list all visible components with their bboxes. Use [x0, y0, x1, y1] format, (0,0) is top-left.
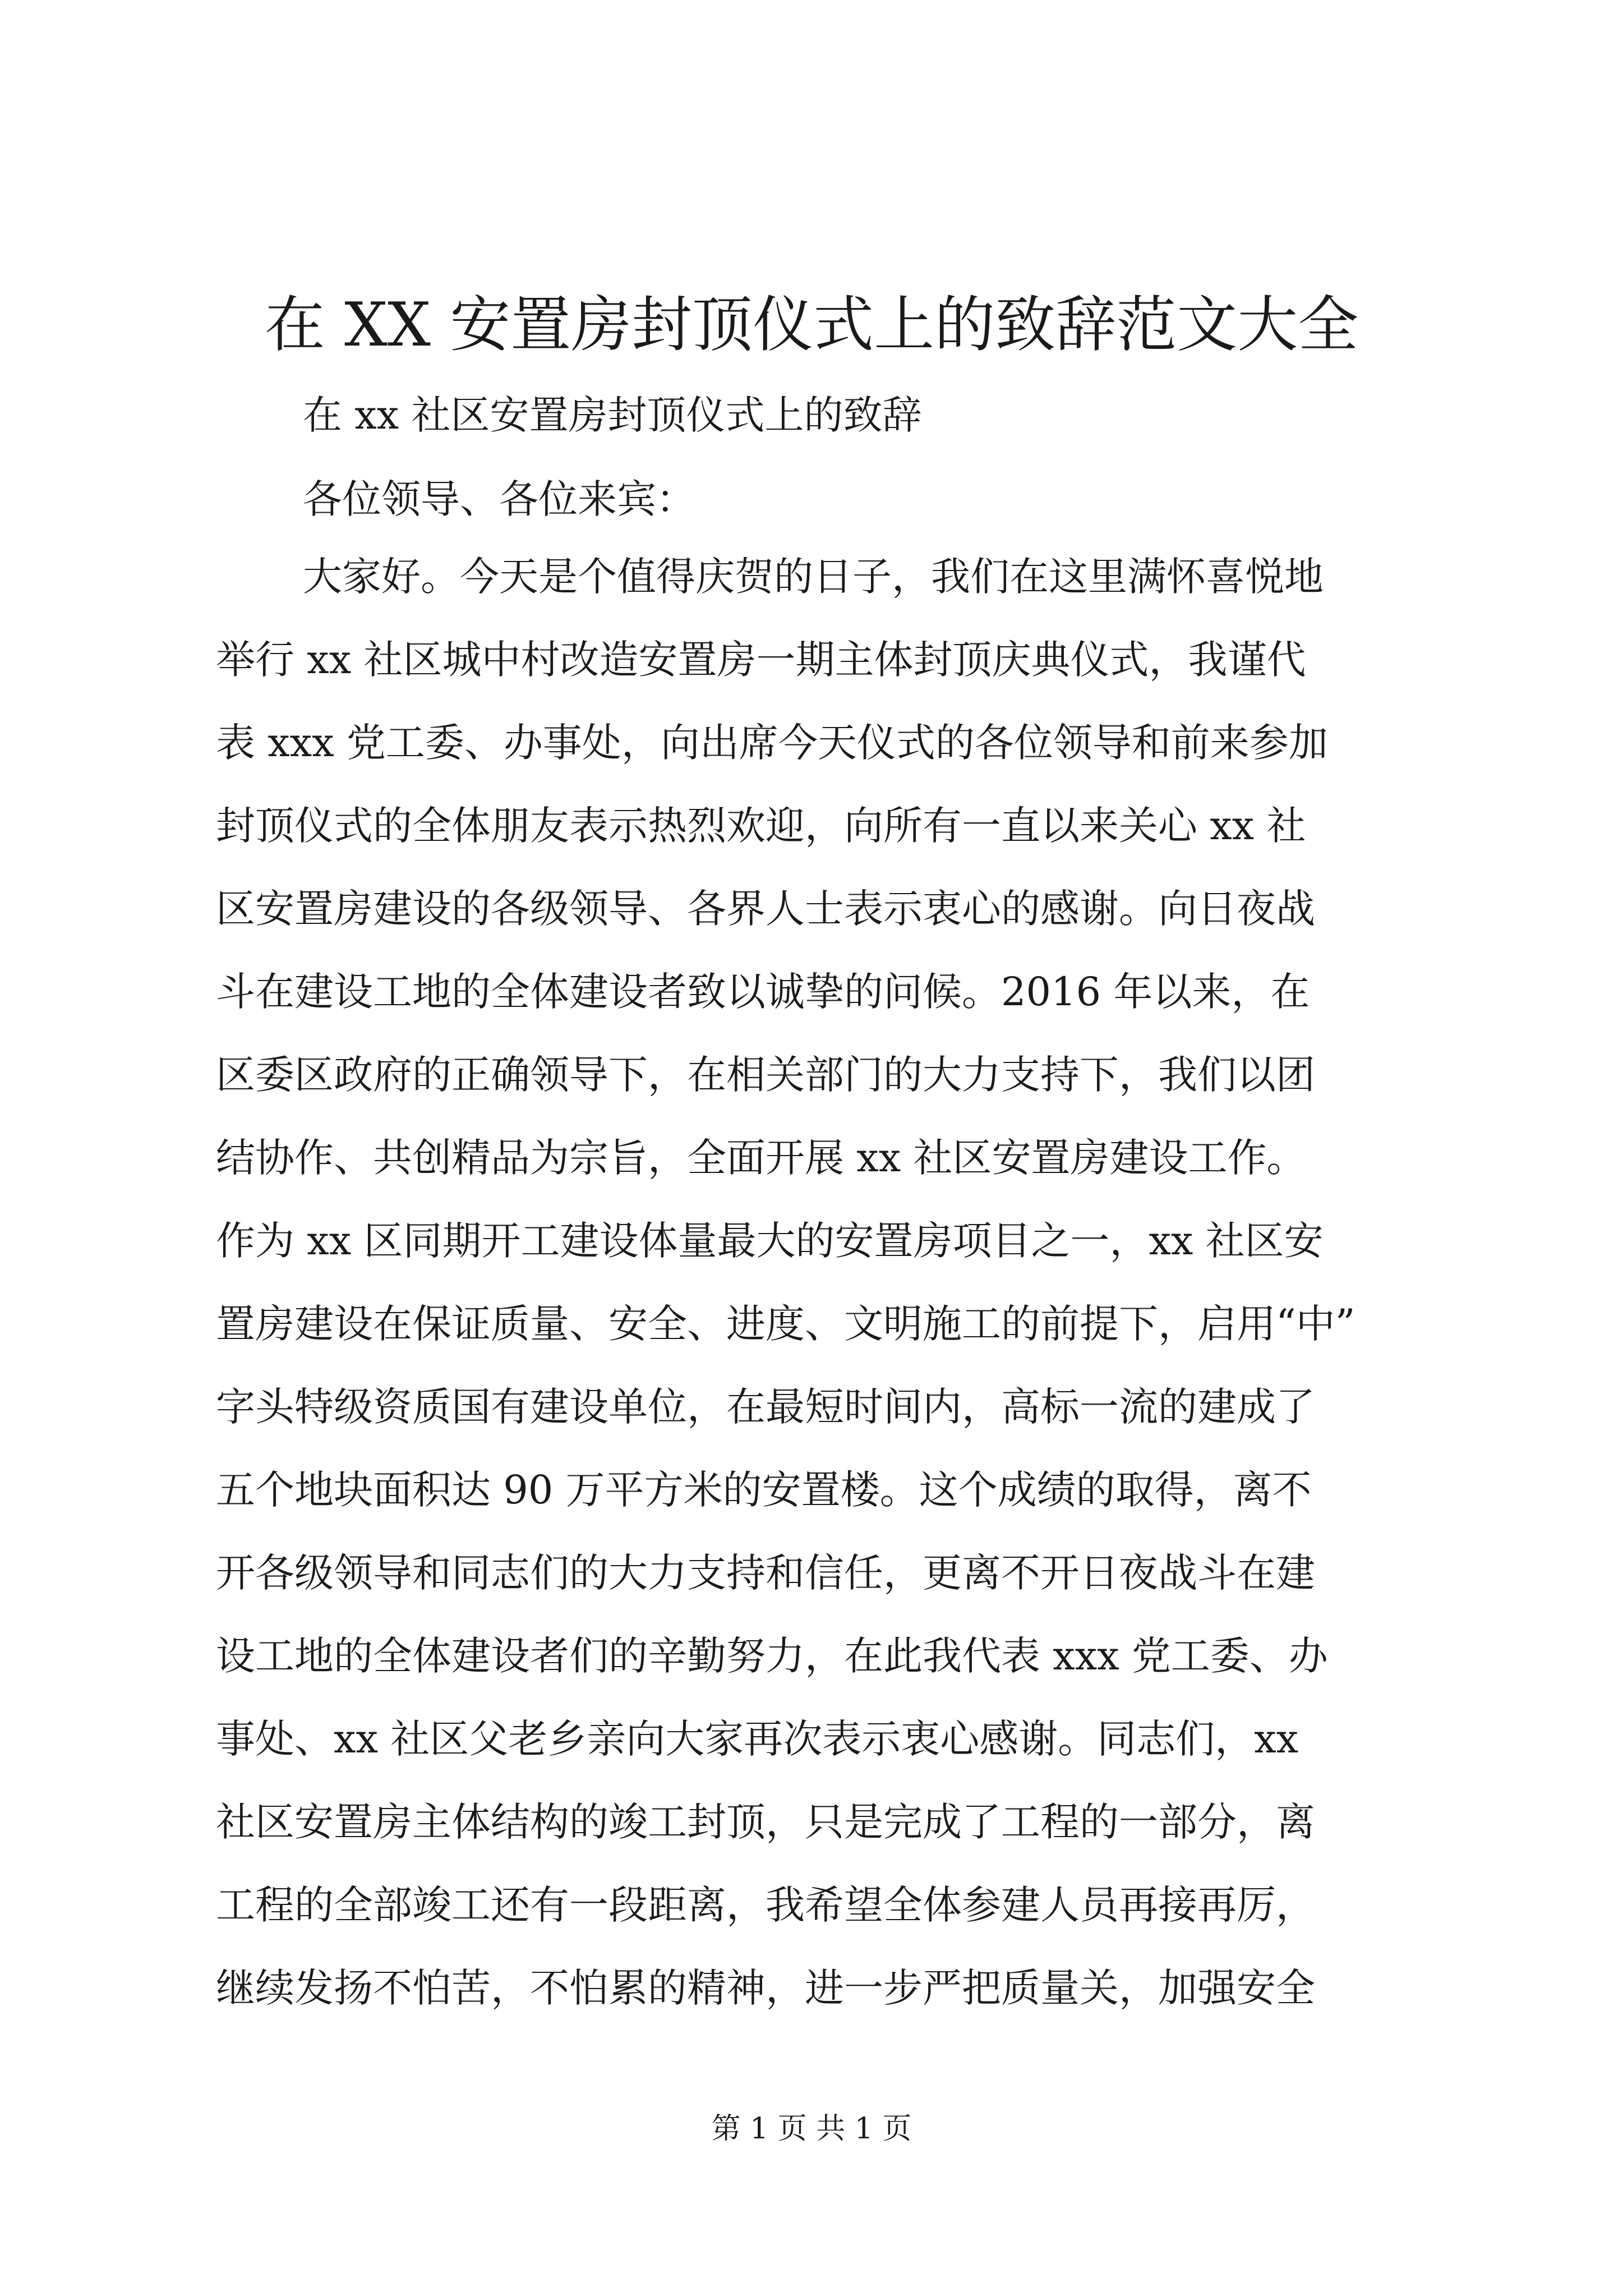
body-line: 封顶仪式的全体朋友表示热烈欢迎，向所有一直以来关心 xx 社 [216, 803, 1306, 849]
body-line: 开各级领导和同志们的大力支持和信任，更离不开日夜战斗在建 [216, 1550, 1315, 1596]
body-line: 事处、xx 社区父老乡亲向大家再次表示衷心感谢。同志们，xx [216, 1716, 1299, 1762]
body-line: 五个地块面积达 90 万平方米的安置楼。这个成绩的取得，离不 [216, 1467, 1312, 1513]
body-line: 字头特级资质国有建设单位，在最短时间内，高标一流的建成了 [216, 1384, 1315, 1430]
body-line: 作为 xx 区同期开工建设体量最大的安置房项目之一，xx 社区安 [216, 1218, 1324, 1264]
body-line: 社区安置房主体结构的竣工封顶，只是完成了工程的一部分，离 [216, 1799, 1315, 1845]
salutation: 各位领导、各位来宾： [303, 476, 695, 522]
document-title: 在 XX 安置房封顶仪式上的致辞范文大全 [264, 290, 1359, 360]
body-line: 置房建设在保证质量、安全、进度、文明施工的前提下，启用“中” [216, 1301, 1355, 1347]
body-paragraph [216, 549, 1419, 2043]
body-line: 工程的全部竣工还有一段距离，我希望全体参建人员再接再厉， [216, 1882, 1315, 1928]
body-line: 区安置房建设的各级领导、各界人士表示衷心的感谢。向日夜战 [216, 886, 1315, 932]
body-line: 表 xxx 党工委、办事处，向出席今天仪式的各位领导和前来参加 [216, 720, 1328, 766]
document-subtitle: 在 xx 社区安置房封顶仪式上的致辞 [303, 392, 922, 438]
body-line: 结协作、共创精品为宗旨，全面开展 xx 社区安置房建设工作。 [216, 1135, 1306, 1181]
body-line: 区委区政府的正确领导下，在相关部门的大力支持下，我们以团 [216, 1052, 1315, 1098]
body-line: 大家好。今天是个值得庆贺的日子，我们在这里满怀喜悦地 [303, 554, 1324, 600]
body-line: 举行 xx 社区城中村改造安置房一期主体封顶庆典仪式，我谨代 [216, 637, 1306, 683]
page-footer: 第 1 页 共 1 页 [711, 2112, 912, 2146]
body-line: 设工地的全体建设者们的辛勤努力，在此我代表 xxx 党工委、办 [216, 1633, 1328, 1679]
body-line: 继续发扬不怕苦，不怕累的精神，进一步严把质量关，加强安全 [216, 1965, 1315, 2011]
body-line: 斗在建设工地的全体建设者致以诚挚的问候。2016 年以来，在 [216, 969, 1310, 1015]
